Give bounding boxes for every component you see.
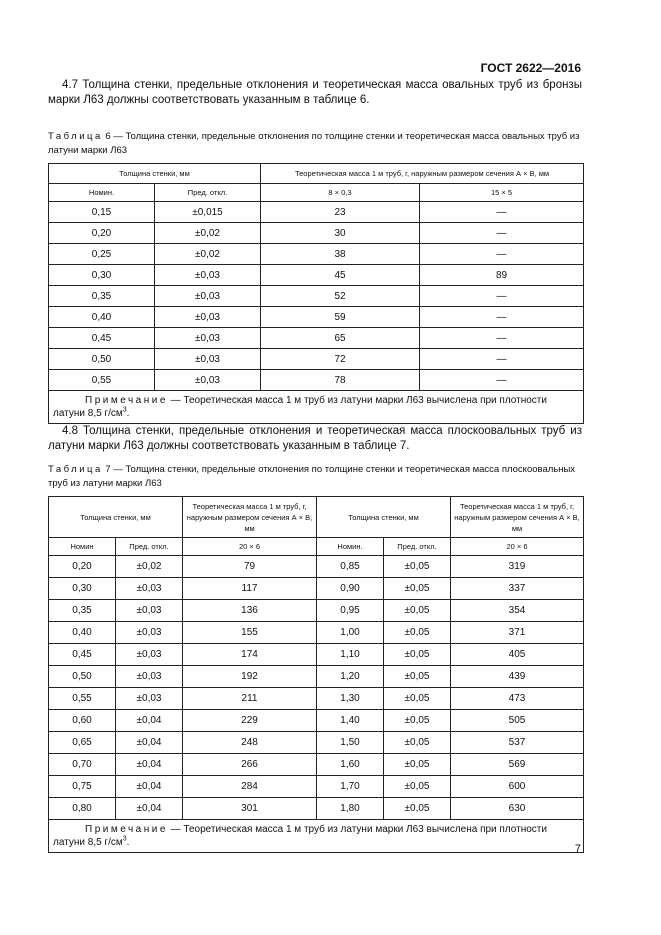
table-7 — [48, 496, 584, 853]
table-cell: 337 — [451, 578, 584, 600]
table-cell: — — [420, 370, 584, 391]
table-cell: 0,55 — [49, 688, 116, 710]
table-row — [49, 622, 584, 644]
table-cell: 0,40 — [49, 307, 155, 328]
table-cell: 23 — [261, 202, 420, 223]
table-cell: ±0,05 — [384, 776, 451, 798]
table-row — [49, 600, 584, 622]
page-number: 7 — [574, 843, 581, 855]
table6-head-mass: Теоретическая масса 1 м труб, г, наружным размером сечения А × В, мм — [261, 164, 584, 184]
table-cell: ±0,03 — [155, 370, 261, 391]
table-cell: — — [420, 328, 584, 349]
table6-caption-text: 6 — Толщина стенки, предельные отклонения по толщине стенки и теоретическая масса овальных труб из латуни марки Л63 — [48, 131, 580, 156]
table-cell: 0,70 — [49, 754, 116, 776]
table-6 — [48, 163, 584, 424]
table-cell: ±0,04 — [116, 732, 183, 754]
table7-note — [49, 820, 584, 853]
table-cell: 0,25 — [49, 244, 155, 265]
table-cell: 354 — [451, 600, 584, 622]
table7-head-mass-left: Теоретическая масса 1 м труб, г, наружным размером сечения А × В, мм — [183, 497, 317, 538]
table-cell: 1,10 — [317, 644, 384, 666]
table6-head-size-b: 15 × 5 — [420, 184, 584, 202]
table-cell: 229 — [183, 710, 317, 732]
table6-head-size-a: 8 × 0,3 — [261, 184, 420, 202]
table6-note — [49, 391, 584, 424]
table-cell: ±0,015 — [155, 202, 261, 223]
table-cell: 0,20 — [49, 223, 155, 244]
table7-head-size-left: 20 × 6 — [183, 538, 317, 556]
table-cell: 0,55 — [49, 370, 155, 391]
table-row — [49, 307, 584, 328]
table-cell: ±0,03 — [116, 666, 183, 688]
table7-head-nominal-right: Номин. — [317, 538, 384, 556]
table-cell: 0,95 — [317, 600, 384, 622]
table7-note-sup: 3 — [122, 835, 127, 843]
table-cell: 319 — [451, 556, 584, 578]
table-row — [49, 578, 584, 600]
table-row — [49, 754, 584, 776]
table-cell: 1,40 — [317, 710, 384, 732]
table-cell: 405 — [451, 644, 584, 666]
table6-note-text: — Теоретическая масса 1 м труб из латуни марки Л63 вычислена при плотности латуни 8,5 г/см — [53, 395, 547, 419]
table-cell: 371 — [451, 622, 584, 644]
table7-head-deviation-left: Пред. откл. — [116, 538, 183, 556]
paragraph-4-8: 4.8 Толщина стенки, предельные отклонения и теоретическая масса плоскоовальных труб из латуни марки Л63 должны соответствовать указанным в таблице 7. — [48, 425, 582, 452]
table-row — [49, 328, 584, 349]
table-cell: 0,90 — [317, 578, 384, 600]
table-cell: ±0,05 — [384, 754, 451, 776]
table-cell: ±0,03 — [155, 349, 261, 370]
table7-caption-label: Таблица — [48, 464, 103, 475]
table-row — [49, 644, 584, 666]
table-cell: 301 — [183, 798, 317, 820]
table-cell: 0,15 — [49, 202, 155, 223]
table-cell: 59 — [261, 307, 420, 328]
table-cell: 1,50 — [317, 732, 384, 754]
table-cell: 0,45 — [49, 328, 155, 349]
table-cell: 30 — [261, 223, 420, 244]
table-cell: ±0,04 — [116, 710, 183, 732]
table-cell: 38 — [261, 244, 420, 265]
table-row — [49, 776, 584, 798]
table-cell: 0,45 — [49, 644, 116, 666]
table-cell: 0,30 — [49, 265, 155, 286]
table6-caption-label: Таблица — [48, 131, 103, 142]
table-cell: ±0,03 — [116, 600, 183, 622]
table-cell: ±0,03 — [116, 622, 183, 644]
table6-head-deviation: Пред. откл. — [155, 184, 261, 202]
table7-caption — [48, 463, 582, 491]
table-cell: 248 — [183, 732, 317, 754]
table-cell: 266 — [183, 754, 317, 776]
table-cell: 192 — [183, 666, 317, 688]
table-cell: 284 — [183, 776, 317, 798]
table-cell: 79 — [183, 556, 317, 578]
table-cell: ±0,05 — [384, 688, 451, 710]
table-cell: 1,60 — [317, 754, 384, 776]
table6-note-label: Примечание — [85, 395, 168, 406]
table-cell: ±0,04 — [116, 798, 183, 820]
table-cell: ±0,05 — [384, 798, 451, 820]
table-row — [49, 244, 584, 265]
table6-note-sup: 3 — [122, 406, 127, 414]
table-cell: — — [420, 349, 584, 370]
table-row — [49, 286, 584, 307]
table-cell: 0,40 — [49, 622, 116, 644]
table-cell: 0,65 — [49, 732, 116, 754]
table-cell: 0,80 — [49, 798, 116, 820]
table-cell: 174 — [183, 644, 317, 666]
table-cell: ±0,05 — [384, 600, 451, 622]
table-cell: — — [420, 223, 584, 244]
table7-note-label: Примечание — [85, 824, 168, 835]
table7-head-mass-right: Теоретическая масса 1 м труб, г, наружным размером сечения А × В, мм — [451, 497, 584, 538]
table-cell: ±0,02 — [116, 556, 183, 578]
table-row — [49, 666, 584, 688]
table-cell: 0,35 — [49, 286, 155, 307]
table-cell: 0,50 — [49, 349, 155, 370]
table6-note-end: . — [126, 408, 130, 419]
table-row — [49, 370, 584, 391]
table7-head-wall-right: Толщина стенки, мм — [317, 497, 451, 538]
table-cell: ±0,05 — [384, 732, 451, 754]
table-cell: 439 — [451, 666, 584, 688]
table-cell: ±0,02 — [155, 223, 261, 244]
table7-note-end: . — [126, 837, 130, 848]
table-cell: ±0,05 — [384, 644, 451, 666]
table-cell: ±0,05 — [384, 666, 451, 688]
table-row — [49, 349, 584, 370]
table-cell: — — [420, 244, 584, 265]
table-cell: 89 — [420, 265, 584, 286]
table-row — [49, 688, 584, 710]
table-cell: 0,35 — [49, 600, 116, 622]
table-cell: ±0,02 — [155, 244, 261, 265]
table-cell: 1,20 — [317, 666, 384, 688]
table-cell: ±0,03 — [116, 578, 183, 600]
table-row — [49, 265, 584, 286]
table-cell: 52 — [261, 286, 420, 307]
table-cell: — — [420, 286, 584, 307]
table6-caption — [48, 130, 582, 158]
table-row — [49, 732, 584, 754]
table-row — [49, 223, 584, 244]
table-cell: ±0,03 — [155, 286, 261, 307]
table-row — [49, 798, 584, 820]
table-cell: ±0,03 — [155, 328, 261, 349]
table-cell: — — [420, 202, 584, 223]
table-cell: 0,20 — [49, 556, 116, 578]
table-cell: ±0,05 — [384, 578, 451, 600]
table-cell: 117 — [183, 578, 317, 600]
table-cell: 505 — [451, 710, 584, 732]
table-cell: — — [420, 307, 584, 328]
table-cell: ±0,03 — [155, 265, 261, 286]
table-cell: ±0,05 — [384, 556, 451, 578]
table7-caption-text: 7 — Толщина стенки, предельные отклонения по толщине стенки и теоретическая масса плоскоовальных труб из латуни марки Л63 — [48, 464, 576, 489]
table7-head-size-right: 20 × 6 — [451, 538, 584, 556]
table-cell: 78 — [261, 370, 420, 391]
table-cell: 1,80 — [317, 798, 384, 820]
table-cell: 136 — [183, 600, 317, 622]
table-cell: 155 — [183, 622, 317, 644]
table7-head-wall-left: Толщина стенки, мм — [49, 497, 183, 538]
table7-head-deviation-right: Пред. откл. — [384, 538, 451, 556]
table-cell: 0,30 — [49, 578, 116, 600]
table-cell: 211 — [183, 688, 317, 710]
table6-head-wall: Толщина стенки, мм — [49, 164, 261, 184]
table-cell: ±0,03 — [155, 307, 261, 328]
table-cell: 0,75 — [49, 776, 116, 798]
table-cell: 630 — [451, 798, 584, 820]
table-cell: 0,50 — [49, 666, 116, 688]
table-cell: 45 — [261, 265, 420, 286]
table-row — [49, 556, 584, 578]
table-cell: 0,85 — [317, 556, 384, 578]
table-cell: 1,30 — [317, 688, 384, 710]
table-cell: 65 — [261, 328, 420, 349]
table-cell: 72 — [261, 349, 420, 370]
table6-head-nominal: Номин. — [49, 184, 155, 202]
table-row — [49, 202, 584, 223]
table-cell: ±0,03 — [116, 688, 183, 710]
table-cell: 473 — [451, 688, 584, 710]
table-cell: 1,00 — [317, 622, 384, 644]
table-cell: ±0,04 — [116, 754, 183, 776]
table-cell: 0,60 — [49, 710, 116, 732]
table-cell: ±0,03 — [116, 644, 183, 666]
table7-note-text: — Теоретическая масса 1 м труб из латуни марки Л63 вычислена при плотности латуни 8,5 г/см — [53, 824, 547, 848]
table-cell: ±0,05 — [384, 710, 451, 732]
table-cell: ±0,05 — [384, 622, 451, 644]
table-cell: ±0,04 — [116, 776, 183, 798]
table7-head-nominal-left: Номин — [49, 538, 116, 556]
table-cell: 569 — [451, 754, 584, 776]
paragraph-4-7: 4.7 Толщина стенки, предельные отклонения и теоретическая масса овальных труб из бронзы марки Л63 должны соответствовать указанным в таблице 6. — [48, 79, 582, 106]
table-cell: 1,70 — [317, 776, 384, 798]
table-row — [49, 710, 584, 732]
document-code: ГОСТ 2622—2016 — [480, 61, 581, 75]
table-cell: 537 — [451, 732, 584, 754]
table-cell: 600 — [451, 776, 584, 798]
